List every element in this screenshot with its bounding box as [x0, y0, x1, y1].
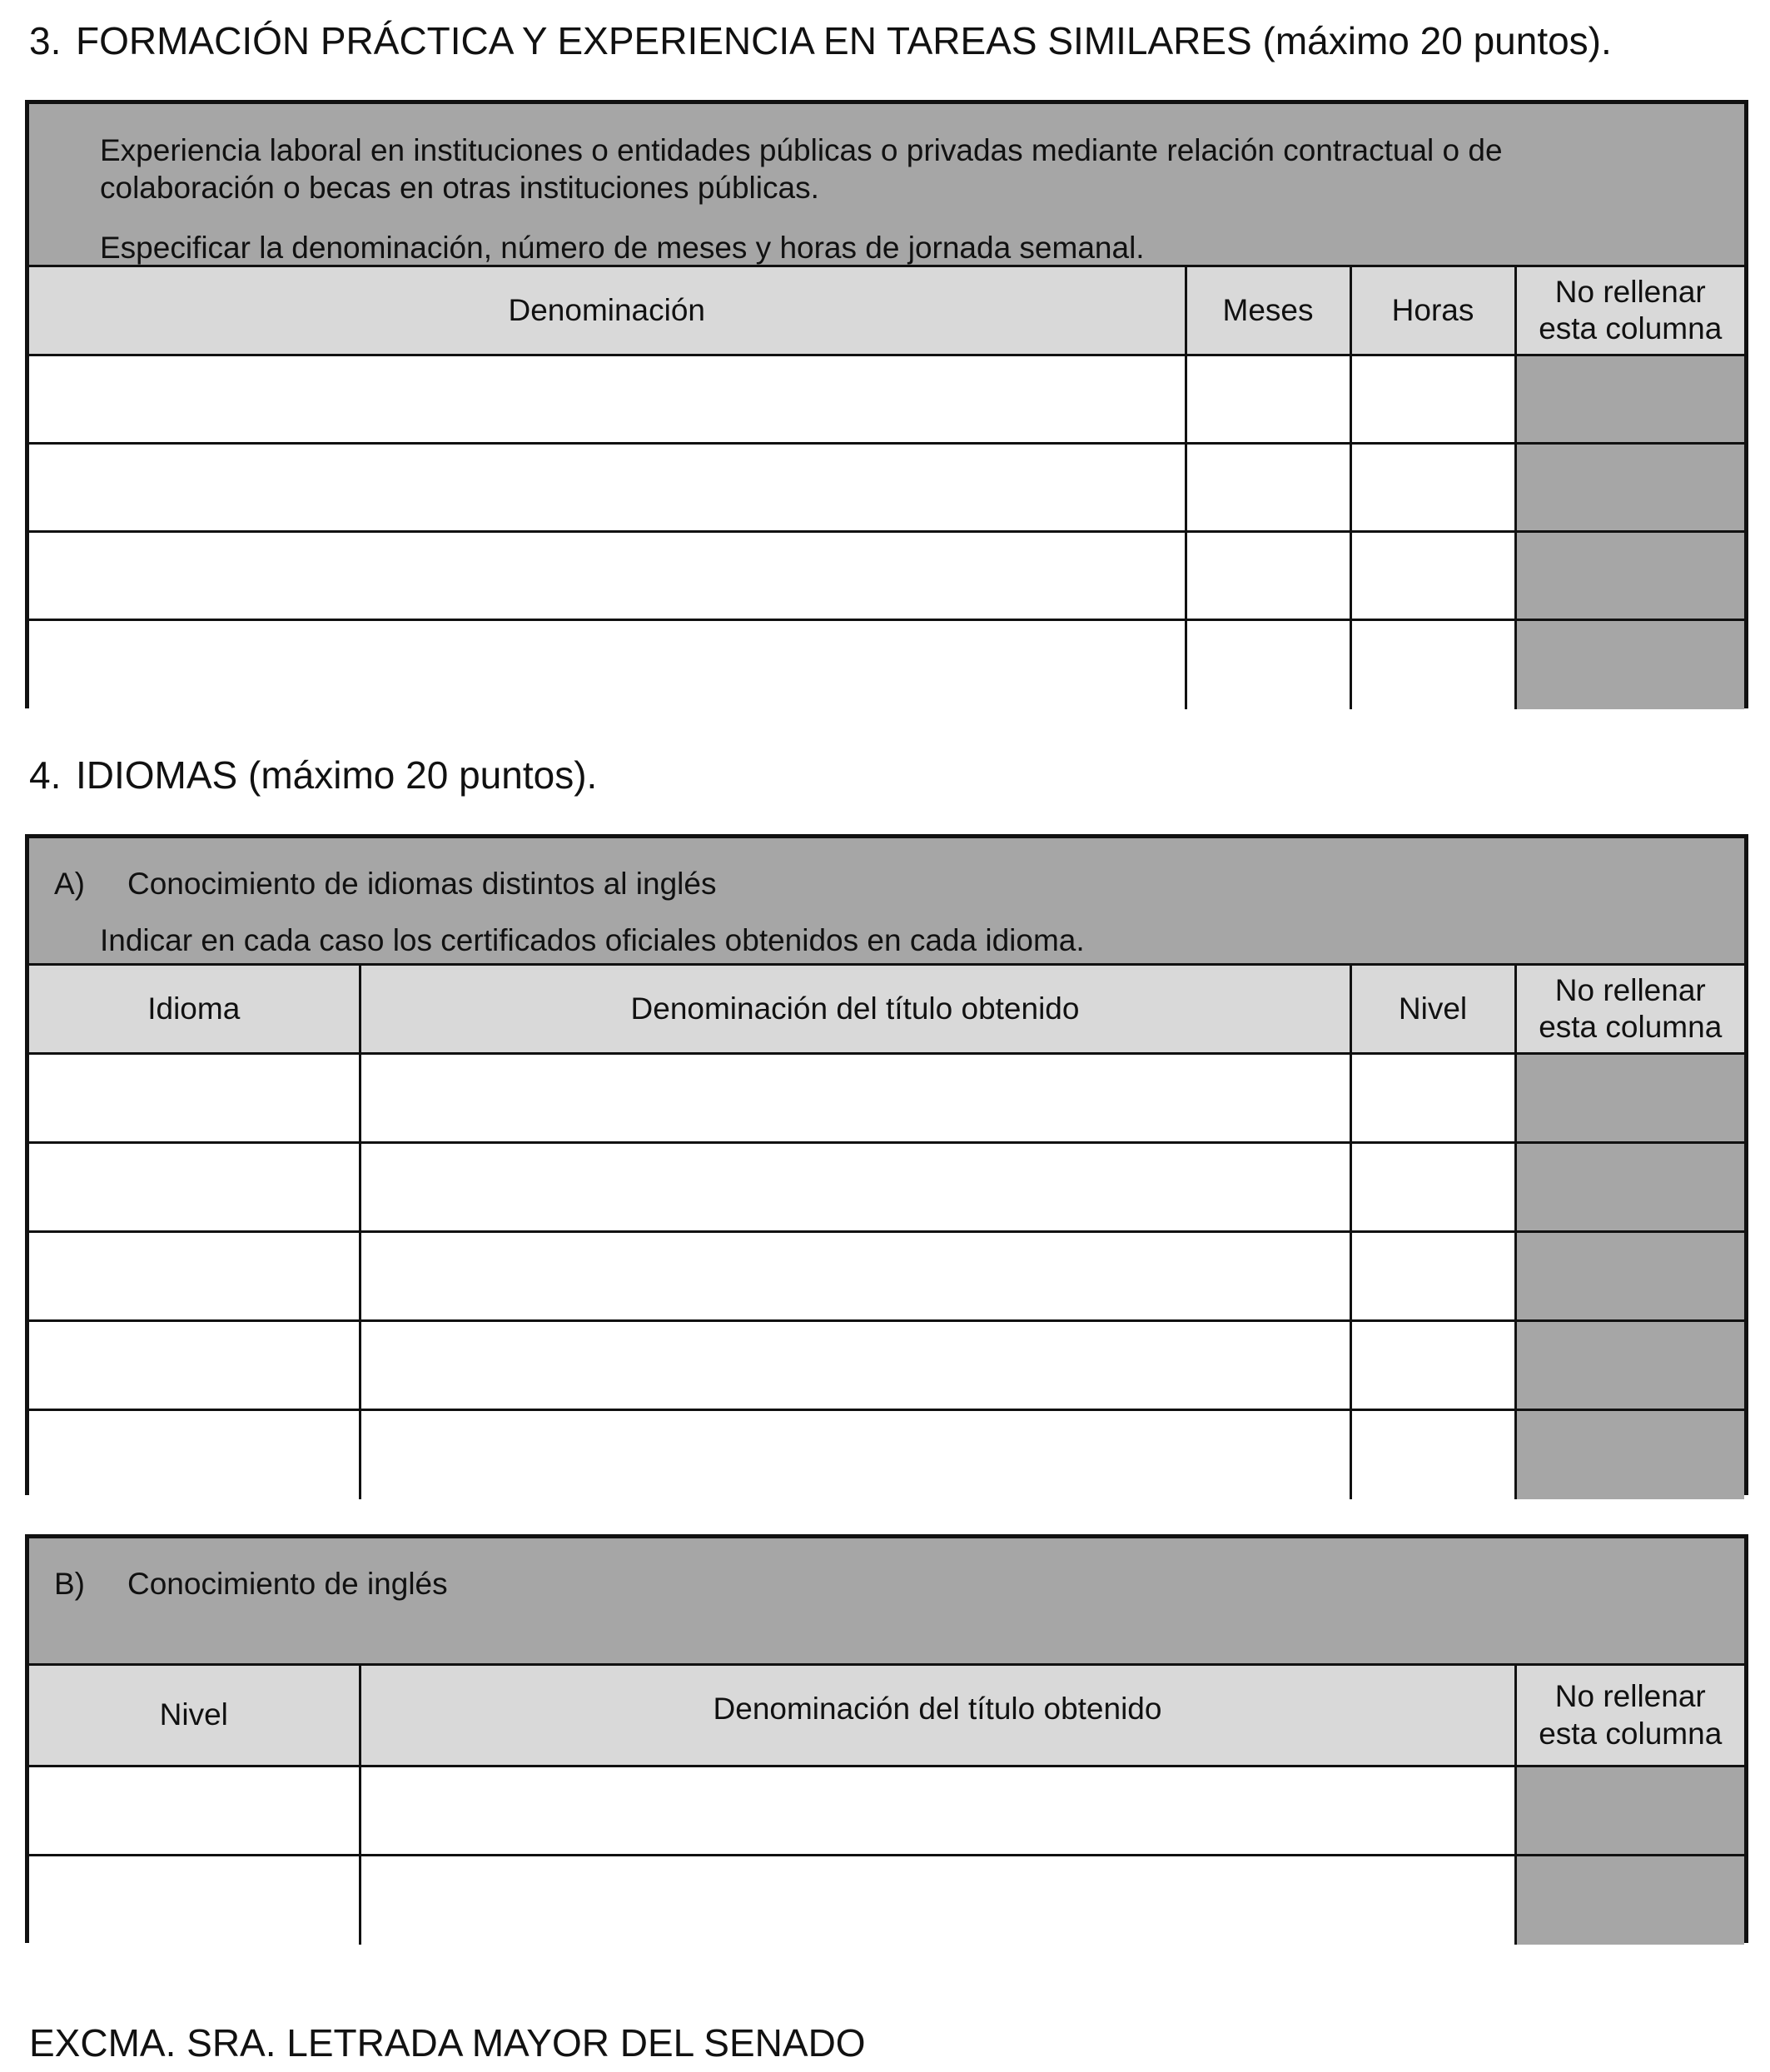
- languages-b-table: [29, 1663, 1744, 1945]
- horas-cell[interactable]: [1350, 444, 1515, 532]
- nivel-cell[interactable]: [29, 1856, 360, 1945]
- meses-cell[interactable]: [1186, 532, 1350, 620]
- reserved-cell: [1515, 620, 1744, 709]
- idioma-cell[interactable]: [29, 1232, 360, 1321]
- table-row: [29, 1143, 1744, 1232]
- reserved-cell: [1515, 532, 1744, 620]
- reserved-cell: [1515, 1054, 1744, 1143]
- section-4-title: IDIOMAS (máximo 20 puntos).: [76, 753, 598, 797]
- reserved-cell: [1515, 1321, 1744, 1410]
- horas-cell[interactable]: [1350, 620, 1515, 709]
- reserved-cell: [1515, 1856, 1744, 1945]
- nivel-cell[interactable]: [29, 1766, 360, 1856]
- idioma-cell[interactable]: [29, 1054, 360, 1143]
- part-b-title: Conocimiento de inglés: [127, 1567, 448, 1601]
- horas-cell[interactable]: [1350, 355, 1515, 444]
- titulo-cell[interactable]: [360, 1856, 1515, 1945]
- idioma-cell[interactable]: [29, 1321, 360, 1410]
- reserved-cell: [1515, 1232, 1744, 1321]
- part-a-title: Conocimiento de idiomas distintos al inglés: [127, 867, 717, 901]
- section-4-heading: [29, 753, 598, 797]
- column-denominacion-titulo: Denominación del título obtenido: [360, 1665, 1515, 1766]
- column-no-rellenar: No rellenar esta columna: [1515, 1665, 1744, 1766]
- table-row: [29, 1232, 1744, 1321]
- denominacion-cell[interactable]: [29, 355, 1186, 444]
- titulo-cell[interactable]: [360, 1054, 1350, 1143]
- nivel-cell[interactable]: [1350, 1321, 1515, 1410]
- denominacion-cell[interactable]: [29, 444, 1186, 532]
- denominacion-cell[interactable]: [29, 532, 1186, 620]
- experience-instructions: [29, 104, 1744, 265]
- column-no-rellenar: No rellenar esta columna: [1515, 965, 1744, 1054]
- idioma-cell[interactable]: [29, 1143, 360, 1232]
- column-denominacion-titulo: Denominación del título obtenido: [360, 965, 1350, 1054]
- table-row: [29, 1321, 1744, 1410]
- table-row: [29, 355, 1744, 444]
- experience-table: [29, 265, 1744, 709]
- titulo-cell[interactable]: [360, 1410, 1350, 1499]
- languages-a-table: [29, 963, 1744, 1499]
- experience-intro-line-2: colaboración o becas en otras instituciones públicas.: [100, 171, 819, 205]
- nivel-cell[interactable]: [1350, 1054, 1515, 1143]
- horas-cell[interactable]: [1350, 532, 1515, 620]
- column-no-rellenar: No rellenar esta columna: [1515, 266, 1744, 355]
- reserved-cell: [1515, 1410, 1744, 1499]
- column-nivel: Nivel: [29, 1665, 360, 1766]
- experience-box: [25, 100, 1748, 708]
- section-3-number: 3.: [29, 19, 62, 62]
- titulo-cell[interactable]: [360, 1766, 1515, 1856]
- column-meses: Meses: [1186, 266, 1350, 355]
- reserved-cell: [1515, 355, 1744, 444]
- column-denominacion: Denominación: [29, 266, 1186, 355]
- column-horas: Horas: [1350, 266, 1515, 355]
- section-3-heading: [29, 19, 1612, 62]
- table-row: [29, 444, 1744, 532]
- languages-box-b: [25, 1534, 1748, 1943]
- table-row: [29, 620, 1744, 709]
- denominacion-cell[interactable]: [29, 620, 1186, 709]
- section-4-number: 4.: [29, 753, 62, 797]
- meses-cell[interactable]: [1186, 355, 1350, 444]
- titulo-cell[interactable]: [360, 1321, 1350, 1410]
- table-row: [29, 1766, 1744, 1856]
- column-nivel: Nivel: [1350, 965, 1515, 1054]
- titulo-cell[interactable]: [360, 1232, 1350, 1321]
- languages-box-a: [25, 834, 1748, 1495]
- titulo-cell[interactable]: [360, 1143, 1350, 1232]
- experience-intro-line-1: Experiencia laboral en instituciones o entidades públicas o privadas mediante relación contractual o de: [100, 133, 1503, 167]
- table-row: [29, 1410, 1744, 1499]
- part-a-note: Indicar en cada caso los certificados oficiales obtenidos en cada idioma.: [100, 923, 1085, 957]
- meses-cell[interactable]: [1186, 620, 1350, 709]
- nivel-cell[interactable]: [1350, 1410, 1515, 1499]
- table-row: [29, 1856, 1744, 1945]
- reserved-cell: [1515, 444, 1744, 532]
- languages-a-instructions: [29, 838, 1744, 963]
- table-row: [29, 1054, 1744, 1143]
- part-b-letter: B): [54, 1567, 85, 1601]
- nivel-cell[interactable]: [1350, 1232, 1515, 1321]
- part-a-letter: A): [54, 867, 85, 901]
- addressee: EXCMA. SRA. LETRADA MAYOR DEL SENADO: [29, 2021, 866, 2065]
- meses-cell[interactable]: [1186, 444, 1350, 532]
- nivel-cell[interactable]: [1350, 1143, 1515, 1232]
- table-row: [29, 532, 1744, 620]
- column-idioma: Idioma: [29, 965, 360, 1054]
- languages-b-instructions: [29, 1538, 1744, 1663]
- idioma-cell[interactable]: [29, 1410, 360, 1499]
- experience-intro-line-3: Especificar la denominación, número de meses y horas de jornada semanal.: [100, 231, 1145, 265]
- reserved-cell: [1515, 1143, 1744, 1232]
- section-3-title: FORMACIÓN PRÁCTICA Y EXPERIENCIA EN TAREAS SIMILARES (máximo 20 puntos).: [76, 19, 1612, 62]
- reserved-cell: [1515, 1766, 1744, 1856]
